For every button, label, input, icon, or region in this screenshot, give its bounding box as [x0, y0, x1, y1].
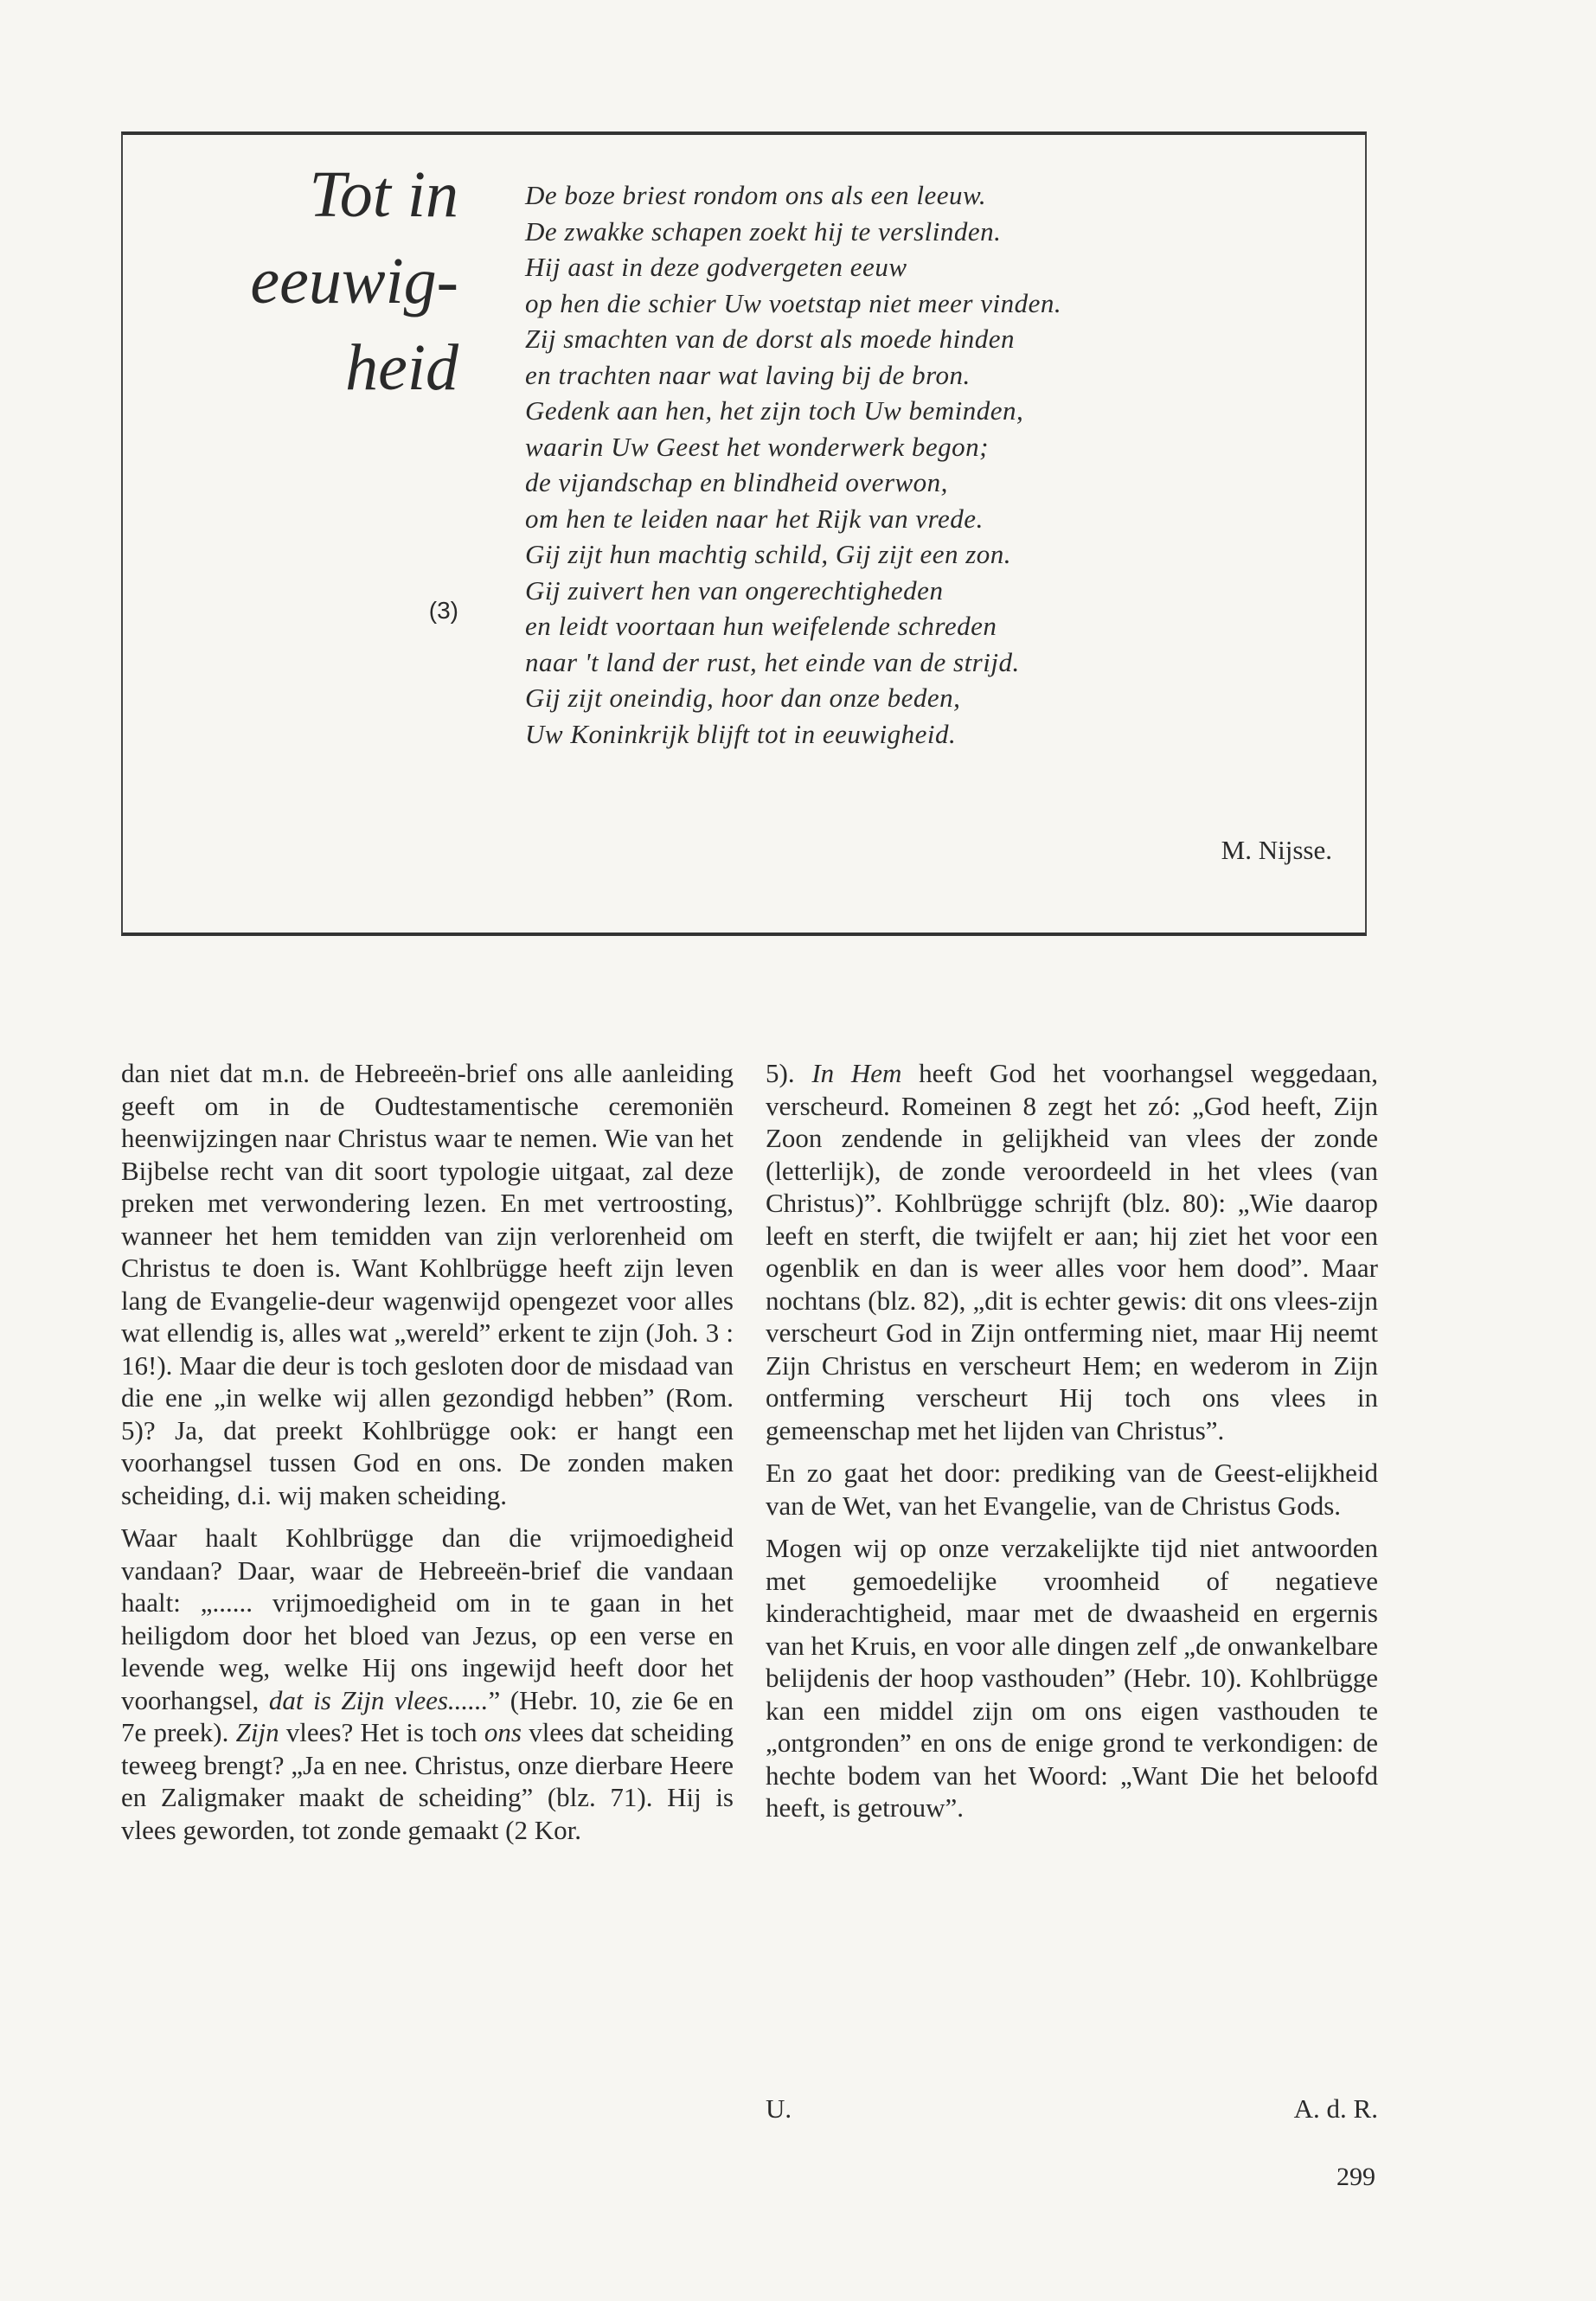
poem-line: waarin Uw Geest het wonderwerk begon; — [525, 431, 989, 462]
text-run: ” (Hebr. 10, zie 6e en 7e preek). — [121, 1684, 734, 1747]
paragraph: En zo gaat het door: prediking van de Geest-elijkheid van de Wet, van het Evangelie, van de Christus Gods. — [766, 1458, 1378, 1521]
page-number: 299 — [1336, 2163, 1375, 2191]
poem-number: (3) — [428, 597, 458, 624]
text-run: 5). — [766, 1058, 812, 1088]
poem-author: M. Nijsse. — [1221, 835, 1332, 865]
article-column-left — [121, 1057, 734, 1856]
poem-title — [121, 151, 458, 411]
poem-line: naar 't land der rust, het einde van de strijd. — [525, 646, 1020, 677]
italic-run: In Hem — [811, 1058, 902, 1088]
paragraph — [766, 1057, 1378, 1446]
italic-run: Zijn — [235, 1717, 279, 1747]
poem-line: Gedenk aan hen, het zijn toch Uw beminden, — [525, 395, 1024, 426]
poem-line: op hen die schier Uw voetstap niet meer vinden. — [525, 287, 1062, 318]
signature-right: A. d. R. — [1293, 2093, 1378, 2124]
paragraph: Mogen wij op onze verzakelijkte tijd niet antwoorden met gemoedelijke vroomheid of negatieve kinderachtigheid, maar met de dwaasheid en ergernis van het Kruis, en voor alle dingen zelf „de onwankelbare belijdenis der hoop vasthouden” (Hebr. 10). Kohlbrügge kan een middel zijn om ons eigen vasthouden te „ontgronden” en ons de enige grond te verkondigen: de hechte bodem van het Woord: „Want Die het beloofd heeft, is getrouw”. — [766, 1533, 1378, 1823]
text-run: Waar haalt Kohlbrügge dan die vrijmoedigheid vandaan? Daar, waar de Hebreeën-brief die vandaan haalt: „...... vrijmoedigheid om in te gaan in het heiligdom door het bloed van Jezus, op een verse en levende weg, welke Hij ons ingewijd heeft door het voorhangsel, — [121, 1522, 734, 1715]
poem-line: Zij smachten van de dorst als moede hinden — [525, 324, 1016, 354]
signature-row — [766, 2093, 1378, 2125]
text-run: vlees dat scheiding teweeg brengt? „Ja en nee. Christus, onze dierbare Heere en Zaligmaker maakt de scheiding” (blz. 71). Hij is vlees geworden, tot zonde gemaakt (2 Kor. — [121, 1717, 734, 1845]
italic-run: dat is Zijn vlees...... — [268, 1684, 489, 1715]
poem-title-line-2: eeuwig- — [250, 245, 458, 317]
signature-left: U. — [766, 2093, 792, 2124]
poem-line: en trachten naar wat laving bij de bron. — [525, 359, 971, 390]
text-run: heeft God het voorhangsel weggedaan, verscheurd. Romeinen 8 zegt het zó: „God heeft, Zijn Zoon zendende in gelijkheid van vlees der zonde (letterlijk), de zonde veroordeeld in het vlees (van Christus)”. Kohlbrügge schrijft (blz. 80): „Wie daarop leeft en sterft, die twijfelt er aan; hij ziet het voor een ogenblik en dan is weer alles voor hem dood”. Maar nochtans (blz. 82), „dit is echter gewis: dit ons vlees-zijn verscheurt God in Zijn ontferming niet, maar Hij neemt Zijn Christus en verscheurt Hem; en wederom in Zijn ontferming verscheurt Hij toch ons vlees in gemeenschap met het lijden van Christus”. — [766, 1058, 1378, 1445]
poem-title-line-1: Tot in — [309, 158, 458, 231]
poem-line: De boze briest rondom ons als een leeuw. — [525, 180, 987, 210]
article-column-right — [766, 1057, 1378, 1835]
poem-line: Gij zuivert hen van ongerechtigheden — [525, 574, 944, 606]
italic-run: ons — [484, 1717, 522, 1747]
poem-line: om hen te leiden naar het Rijk van vrede. — [525, 503, 984, 534]
poem-title-line-3: heid — [345, 331, 458, 404]
text-run: vlees? Het is toch — [279, 1717, 484, 1747]
poem-lines — [525, 177, 1356, 752]
poem-line: Hij aast in deze godvergeten eeuw — [525, 252, 907, 282]
poem-line: Uw Koninkrijk blijft tot in eeuwigheid. — [525, 718, 957, 749]
poem-line: Gij zijt oneindig, hoor dan onze beden, — [525, 683, 961, 713]
poem-line: de vijandschap en blindheid overwon, — [525, 467, 948, 497]
poem-line: Gij zijt hun machtig schild, Gij zijt een zon. — [525, 539, 1012, 569]
poem-line: en leidt voortaan hun weifelende schreden — [525, 611, 997, 641]
poem-line: De zwakke schapen zoekt hij te verslinden. — [525, 215, 1002, 247]
paragraph: dan niet dat m.n. de Hebreeën-brief ons alle aanleiding geeft om in de Oudtestamentische ceremoniën heenwijzingen naar Christus waar te nemen. Wie van het Bijbelse recht van dit soort typologie uitgaat, zal deze preken met verwondering lezen. En met vertroosting, wanneer het hem temidden van zijn verlorenheid om Christus te doen is. Want Kohlbrügge heeft zijn leven lang de Evangelie-deur wagenwijd opengezet voor alles wat ellendig is, alles wat „wereld” erkent te zijn (Joh. 3 : 16!). Maar die deur is toch gesloten door de misdaad van die ene „in welke wij allen gezondigd hebben” (Rom. 5)? Ja, dat preekt Kohlbrügge ook: er hangt een voorhangsel tussen God en ons. De zonden maken scheiding, d.i. wij maken scheiding. — [121, 1058, 734, 1510]
paragraph — [121, 1522, 734, 1846]
